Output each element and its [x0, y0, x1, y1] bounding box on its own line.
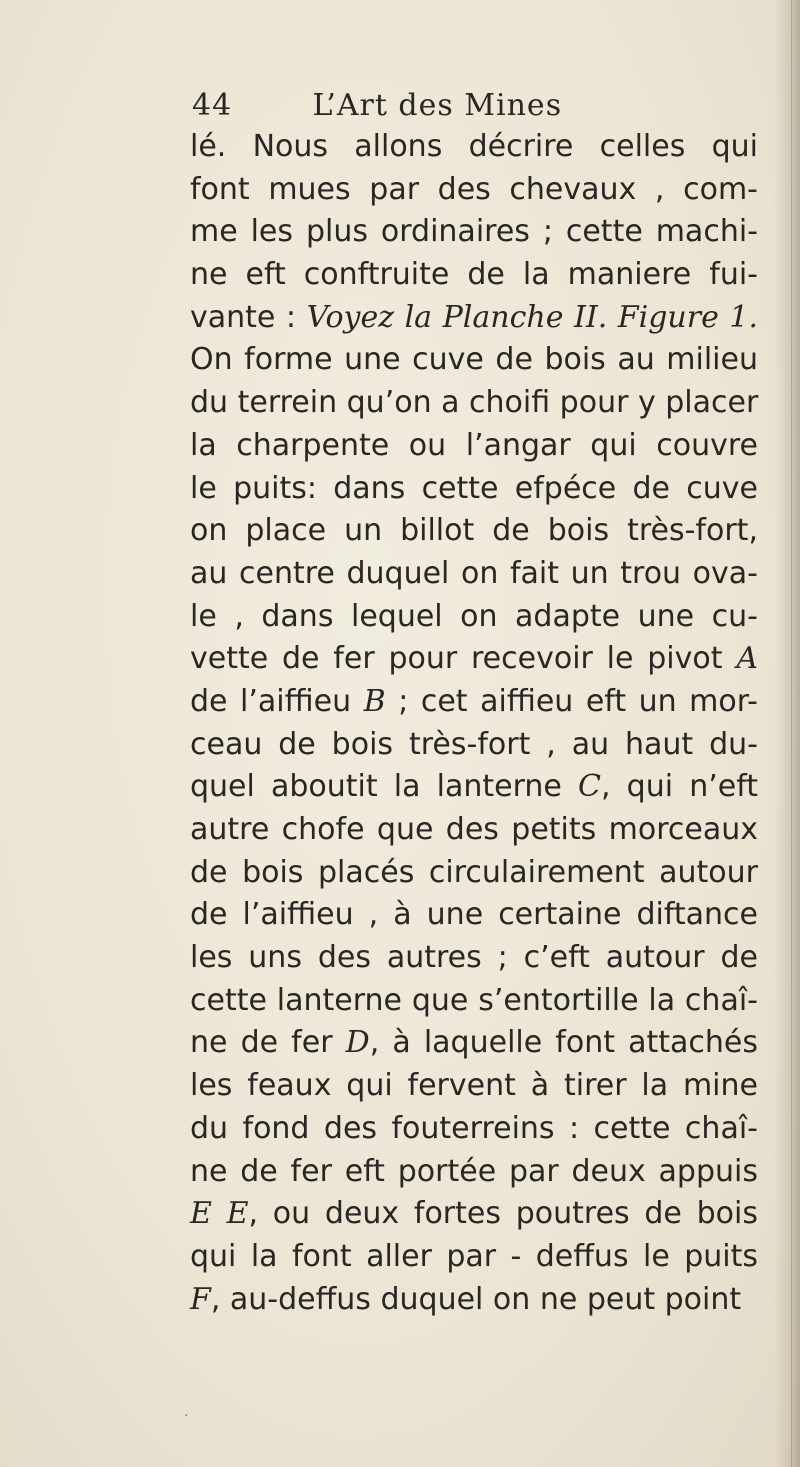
- text-segment: vette de fer pour recevoir le pivot: [190, 641, 737, 677]
- text-line: ceau de bois très-fort , au haut du-: [190, 726, 758, 762]
- text-line: de bois placés circulairement autour: [190, 854, 758, 890]
- text-line: de l’aiffieu , à une certaine diftance: [190, 897, 758, 933]
- text-line: qui la font aller par - deffus le puits: [190, 1238, 758, 1274]
- text-line: les feaux qui fervent à tirer la mine: [190, 1068, 758, 1104]
- text-line: le , dans lequel on adapte une cu-: [190, 598, 758, 634]
- text-segment: vante :: [190, 299, 307, 335]
- text-line: [190, 638, 758, 681]
- text-line: [190, 681, 758, 724]
- text-line: [190, 297, 758, 340]
- italic-reference: E E: [190, 1196, 249, 1232]
- text-segment: , à laquelle font attachés: [369, 1025, 758, 1061]
- text-line: [190, 1279, 758, 1322]
- italic-reference: Voyez la Planche II. Figure 1.: [306, 299, 758, 335]
- text-line: la charpente ou l’angar qui couvre: [190, 427, 758, 463]
- text-line: On forme une cuve de bois au milieu: [190, 342, 758, 378]
- page-header: [192, 88, 752, 128]
- text-segment: quel aboutit la lanterne: [190, 769, 579, 805]
- italic-reference: A: [736, 641, 758, 677]
- text-line: les uns des autres ; c’eft autour de: [190, 940, 758, 976]
- text-line: du fond des fouterreins : cette chaî-: [190, 1110, 758, 1146]
- italic-reference: F: [190, 1281, 211, 1317]
- text-segment: , au-deffus duquel on ne peut point: [210, 1281, 742, 1317]
- text-segment: ne de fer: [190, 1025, 346, 1061]
- italic-reference: C: [578, 769, 601, 805]
- text-line: me les plus ordinaires ; cette machi-: [190, 214, 758, 250]
- text-line: ne de fer eft portée par deux appuis: [190, 1153, 758, 1189]
- page-gutter-shadow: [774, 0, 800, 1467]
- text-line: le puits: dans cette efpéce de cuve: [190, 470, 758, 506]
- body-text: [190, 126, 758, 1321]
- text-line: [190, 1193, 758, 1236]
- text-segment: ; cet aiffieu eft un mor-: [385, 683, 758, 719]
- text-line: au centre duquel on fait un trou ova-: [190, 555, 758, 591]
- text-line: du terrein qu’on a choifi pour y placer: [190, 385, 759, 421]
- text-line: ne eft conftruite de la maniere fui-: [190, 257, 758, 293]
- text-line: cette lanterne que s’entortille la chaî-: [190, 982, 758, 1018]
- text-segment: , ou deux fortes poutres de bois: [248, 1196, 758, 1232]
- text-line: on place un billot de bois très-fort,: [190, 513, 758, 549]
- text-line: [190, 766, 758, 809]
- running-title: L’Art des Mines: [312, 88, 563, 123]
- text-segment: de l’aiffieu: [190, 683, 364, 719]
- text-line: lé. Nous allons décrire celles qui: [190, 129, 758, 164]
- italic-reference: B: [363, 683, 386, 719]
- text-line: autre chofe que des petits morceaux: [190, 812, 758, 847]
- page-number: 44: [192, 88, 233, 123]
- ink-speck: ·: [184, 1408, 189, 1424]
- italic-reference: D: [345, 1025, 370, 1061]
- page-edge: [791, 0, 792, 1467]
- text-segment: , qui n’eft: [600, 769, 758, 805]
- text-line: [190, 1022, 758, 1065]
- text-line: font mues par des chevaux , com-: [190, 171, 758, 207]
